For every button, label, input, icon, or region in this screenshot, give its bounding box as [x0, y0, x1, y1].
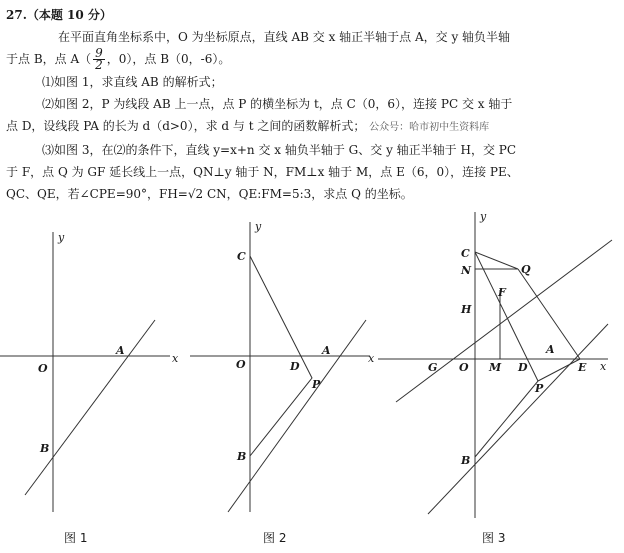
- fig3-segment-pe: [538, 359, 580, 381]
- fig3-point-p-label: P: [535, 382, 544, 395]
- fig3-segment-pb: [475, 381, 538, 457]
- fig1-x-label: x: [172, 352, 179, 365]
- fig2-caption: 图 2: [263, 531, 287, 545]
- fig1-y-label: y: [58, 231, 65, 244]
- fig1-origin-label: O: [38, 362, 48, 375]
- part-2-line-2-text: 点 D，设线段 PA 的长为 d（d>0），求 d 与 t 之间的函数解析式；: [6, 119, 366, 133]
- fig2-y-label: y: [255, 220, 262, 233]
- part-3-line-2: 于 F，点 Q 为 GF 延长线上一点，QN⊥y 轴于 N，FM⊥x 轴于 M，点 E（6，0），连接 PE、: [6, 165, 519, 179]
- fig3-point-d-label: D: [518, 361, 528, 374]
- fig3-point-f-label: F: [498, 286, 506, 299]
- fig3-caption: 图 3: [482, 531, 506, 545]
- fig2-point-b-label: B: [237, 450, 247, 463]
- figure-2: [190, 222, 370, 512]
- part-3-line-1: ⑶如图 3，在⑵的条件下，直线 y=x+n 交 x 轴负半轴于 G、交 y 轴正半轴于 H，交 PC: [42, 143, 517, 157]
- fig2-point-p-label: P: [312, 378, 321, 391]
- part-1: ⑴如图 1，求直线 AB 的解析式；: [42, 75, 223, 89]
- part-2-line-1: ⑵如图 2，P 为线段 AB 上一点，点 P 的横坐标为 t，点 C（0，6），连接 PC 交 x 轴于: [42, 97, 513, 111]
- fig1-caption: 图 1: [64, 531, 88, 545]
- fig3-line-gh: [396, 240, 612, 402]
- intro-line-2-pre: 于点 B，点 A（: [6, 52, 92, 66]
- fig3-point-h-label: H: [461, 303, 472, 316]
- fig3-point-m-label: M: [489, 361, 502, 374]
- fig1-line-ab: [25, 320, 155, 495]
- fig1-point-a-label: A: [116, 344, 125, 357]
- fig3-origin-label: O: [459, 361, 469, 374]
- fig2-x-label: x: [368, 352, 375, 365]
- fig3-point-a-label: A: [546, 343, 555, 356]
- fig3-line-ab: [428, 324, 608, 514]
- watermark-text: 公众号：哈市初中生资料库: [369, 122, 490, 133]
- fig3-point-g-label: G: [428, 361, 438, 374]
- fig3-point-q-label: Q: [521, 263, 531, 276]
- fig3-point-n-label: N: [461, 264, 472, 277]
- part-3-line-3: QC、QE，若∠CPE=90°，FH=√2 CN，QE:FM=5:3，求点 Q 的坐标。: [6, 187, 413, 201]
- intro-line-1: 在平面直角坐标系中，O 为坐标原点，直线 AB 交 x 轴正半轴于点 A，交 y 轴负半轴: [58, 30, 511, 44]
- fig3-point-b-label: B: [461, 454, 471, 467]
- fig2-point-a-label: A: [322, 344, 331, 357]
- fig2-origin-label: O: [236, 358, 246, 371]
- fig1-point-b-label: B: [40, 442, 50, 455]
- figure-1: [0, 232, 170, 512]
- fraction-numerator: 9: [95, 46, 103, 60]
- fig3-point-c-label: C: [461, 247, 470, 260]
- fig2-point-d-label: D: [290, 360, 300, 373]
- problem-title: 27.（本题 10 分）: [6, 8, 112, 22]
- fraction-denominator: 2: [95, 58, 103, 72]
- intro-line-2-post: ，0），点 B（0，-6）。: [106, 52, 231, 66]
- fig3-segment-qc: [475, 252, 518, 269]
- fig3-point-e-label: E: [578, 361, 587, 374]
- fig3-x-label: x: [600, 360, 607, 373]
- fig2-point-c-label: C: [237, 250, 246, 263]
- fig3-y-label: y: [480, 210, 487, 223]
